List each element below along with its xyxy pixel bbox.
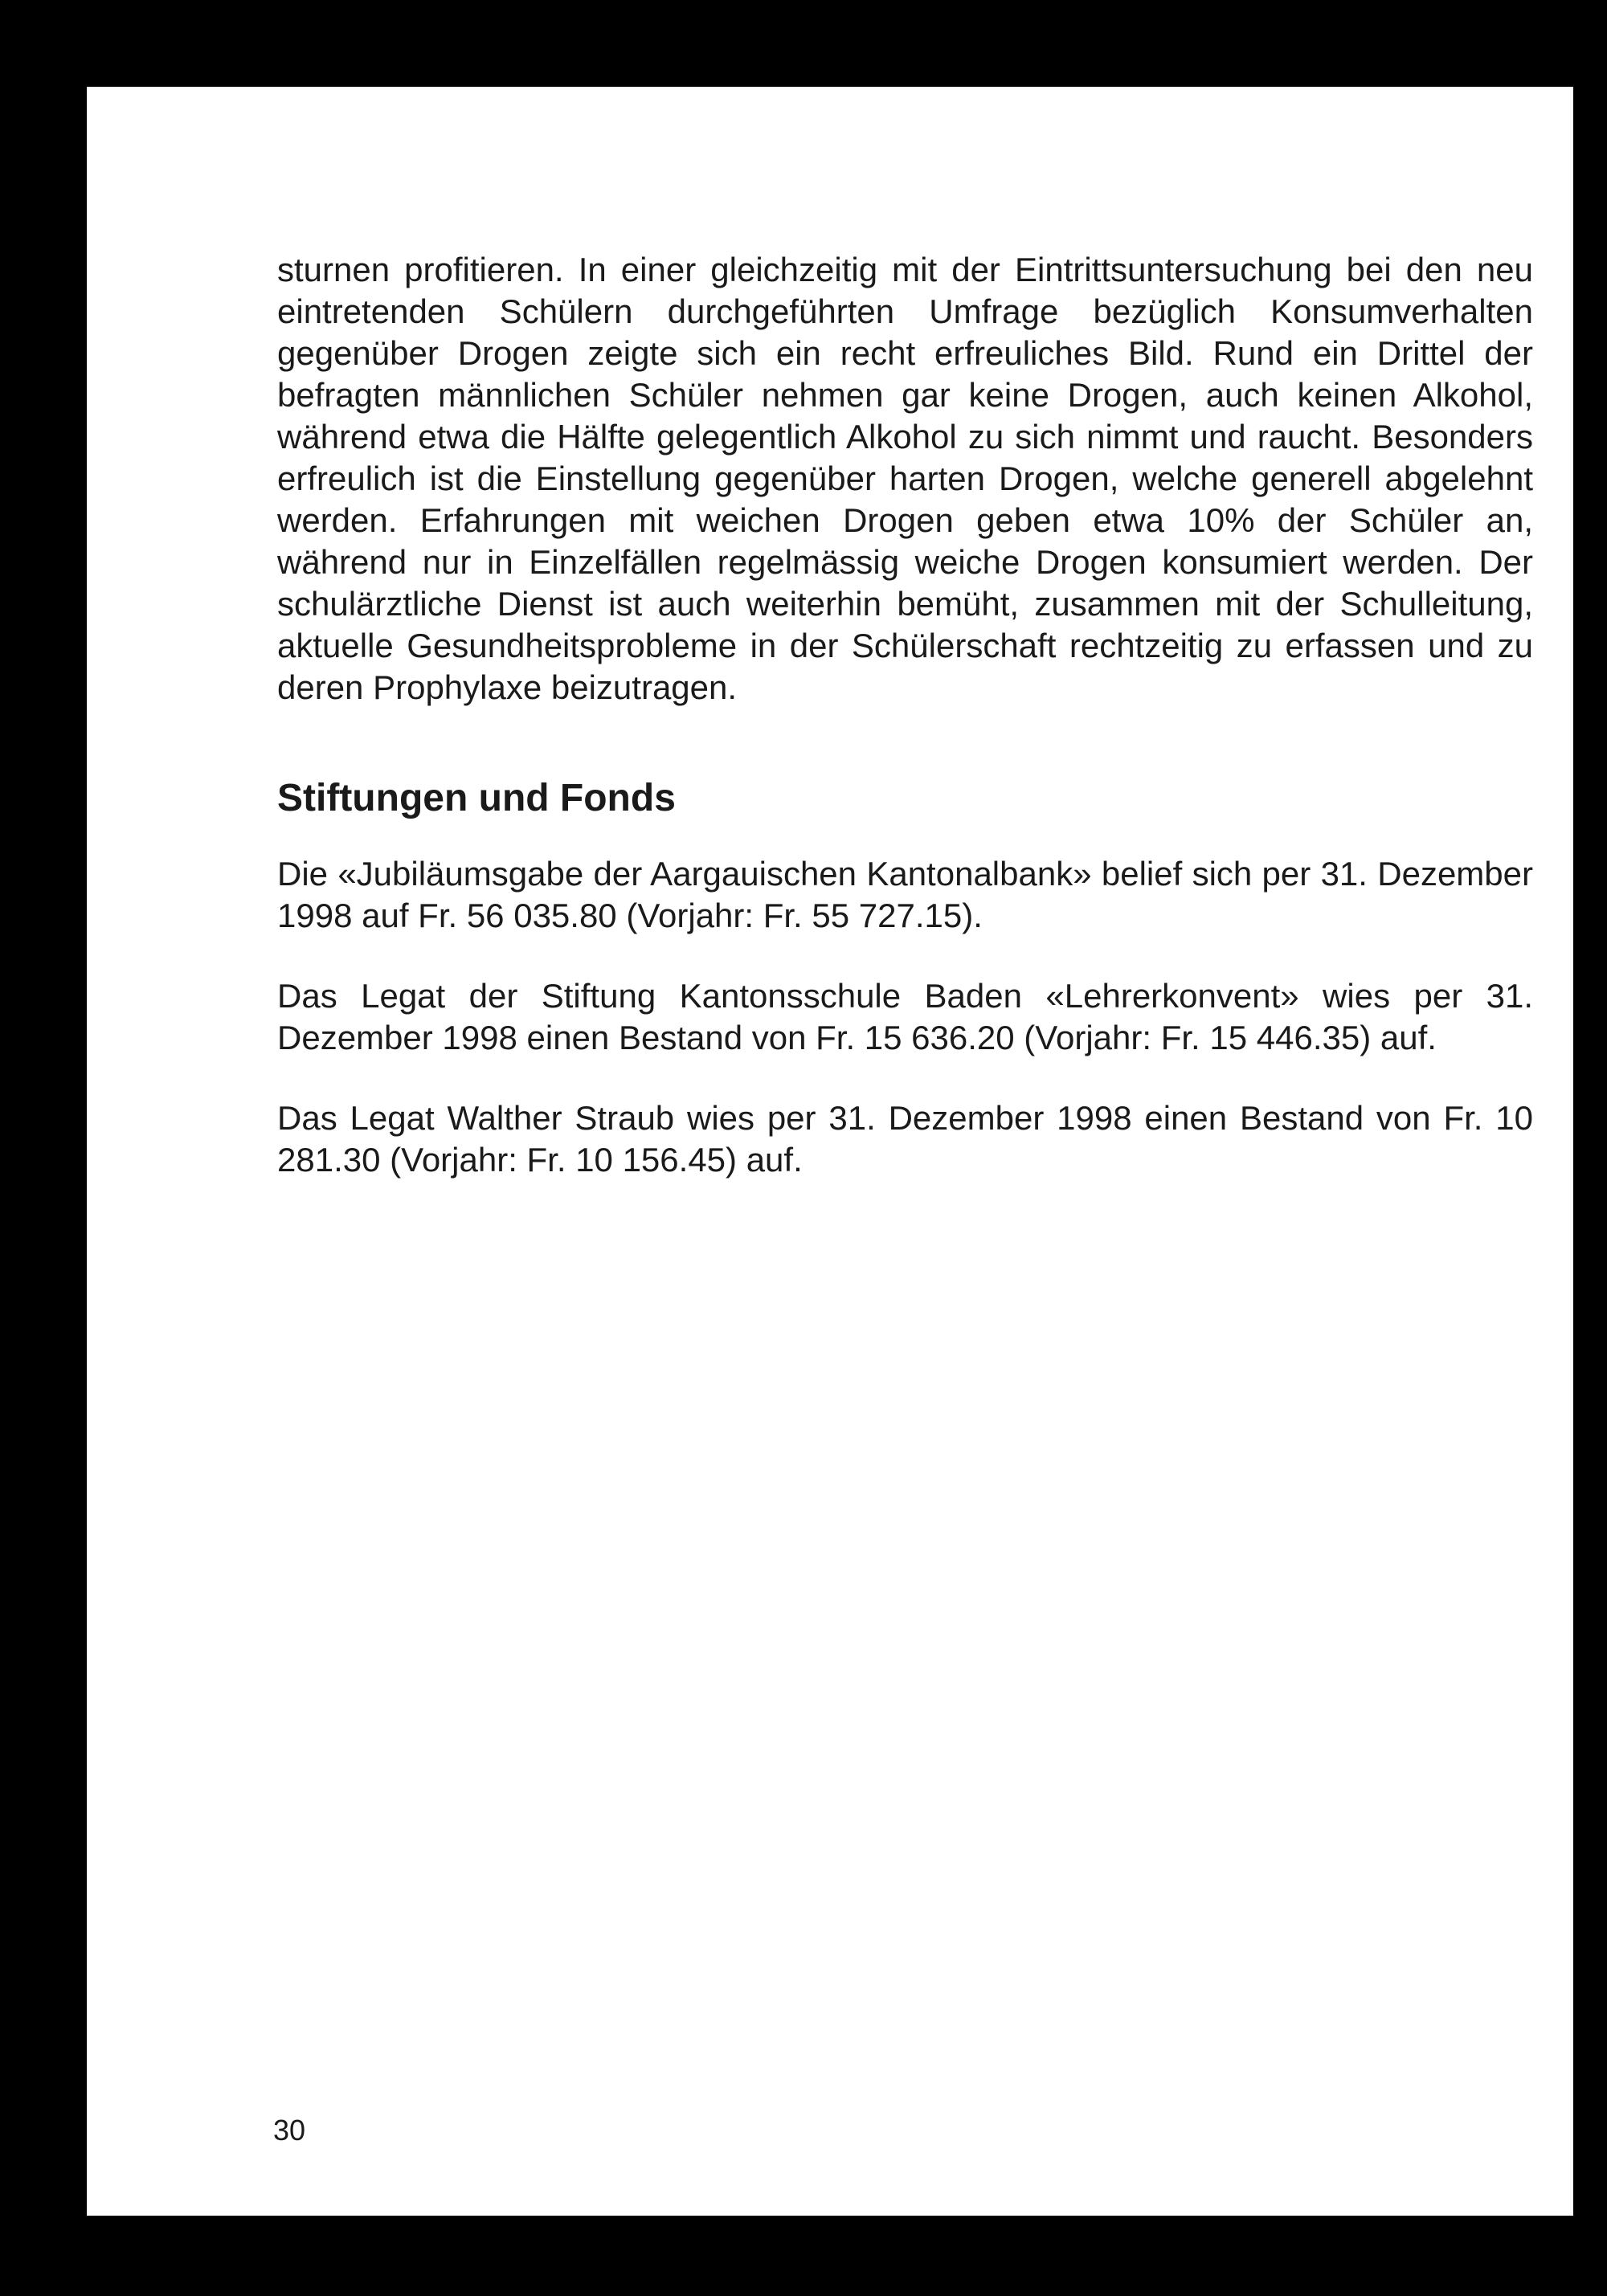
fund-paragraph-lehrerkonvent: Das Legat der Stiftung Kantonsschule Baden «Lehrerkonvent» wies per 31. Dezember 1998 einen Bestand von Fr. 15 636.20 (Vorjahr: Fr. 15 446.35) auf. xyxy=(277,977,1533,1056)
section-heading: Stiftungen und Fonds xyxy=(277,777,676,819)
intro-paragraph: sturnen profitieren. In einer gleichzeitig mit der Eintrittsuntersuchung bei den neu eintretenden Schülern durchgeführten Umfrage bezüglich Konsumverhalten gegenüber Drogen zeigte sich ein recht erfreuliches Bild. Rund ein Drittel der befragten männlichen Schüler nehmen gar keine Drogen, auch keinen Alkohol, während etwa die Hälfte gelegentlich Alkohol zu sich nimmt und raucht. Besonders erfreulich ist die Einstellung gegenüber harten Drogen, welche generell abgelehnt werden. Erfahrungen mit weichen Drogen geben etwa 10% der Schüler an, während nur in Einzelfällen regelmässig weiche Drogen konsumiert werden. Der schulärztliche Dienst ist auch weiterhin bemüht, zusammen mit der Schulleitung, aktuelle Gesundheitsprobleme in der Schülerschaft rechtzeitig zu erfassen und zu deren Prophylaxe beizutragen. xyxy=(277,251,1533,706)
page-number: 30 xyxy=(273,2114,306,2147)
fund-paragraph-jubilaeumsgabe: Die «Jubiläumsgabe der Aargauischen Kantonalbank» belief sich per 31. Dezember 1998 auf Fr. 56 035.80 (Vorjahr: Fr. 55 727.15). xyxy=(277,855,1533,934)
page-content xyxy=(277,249,1533,1181)
document-page xyxy=(87,87,1573,2216)
fund-paragraph-walther-straub: Das Legat Walther Straub wies per 31. Dezember 1998 einen Bestand von Fr. 10 281.30 (Vorjahr: Fr. 10 156.45) auf. xyxy=(277,1099,1533,1179)
